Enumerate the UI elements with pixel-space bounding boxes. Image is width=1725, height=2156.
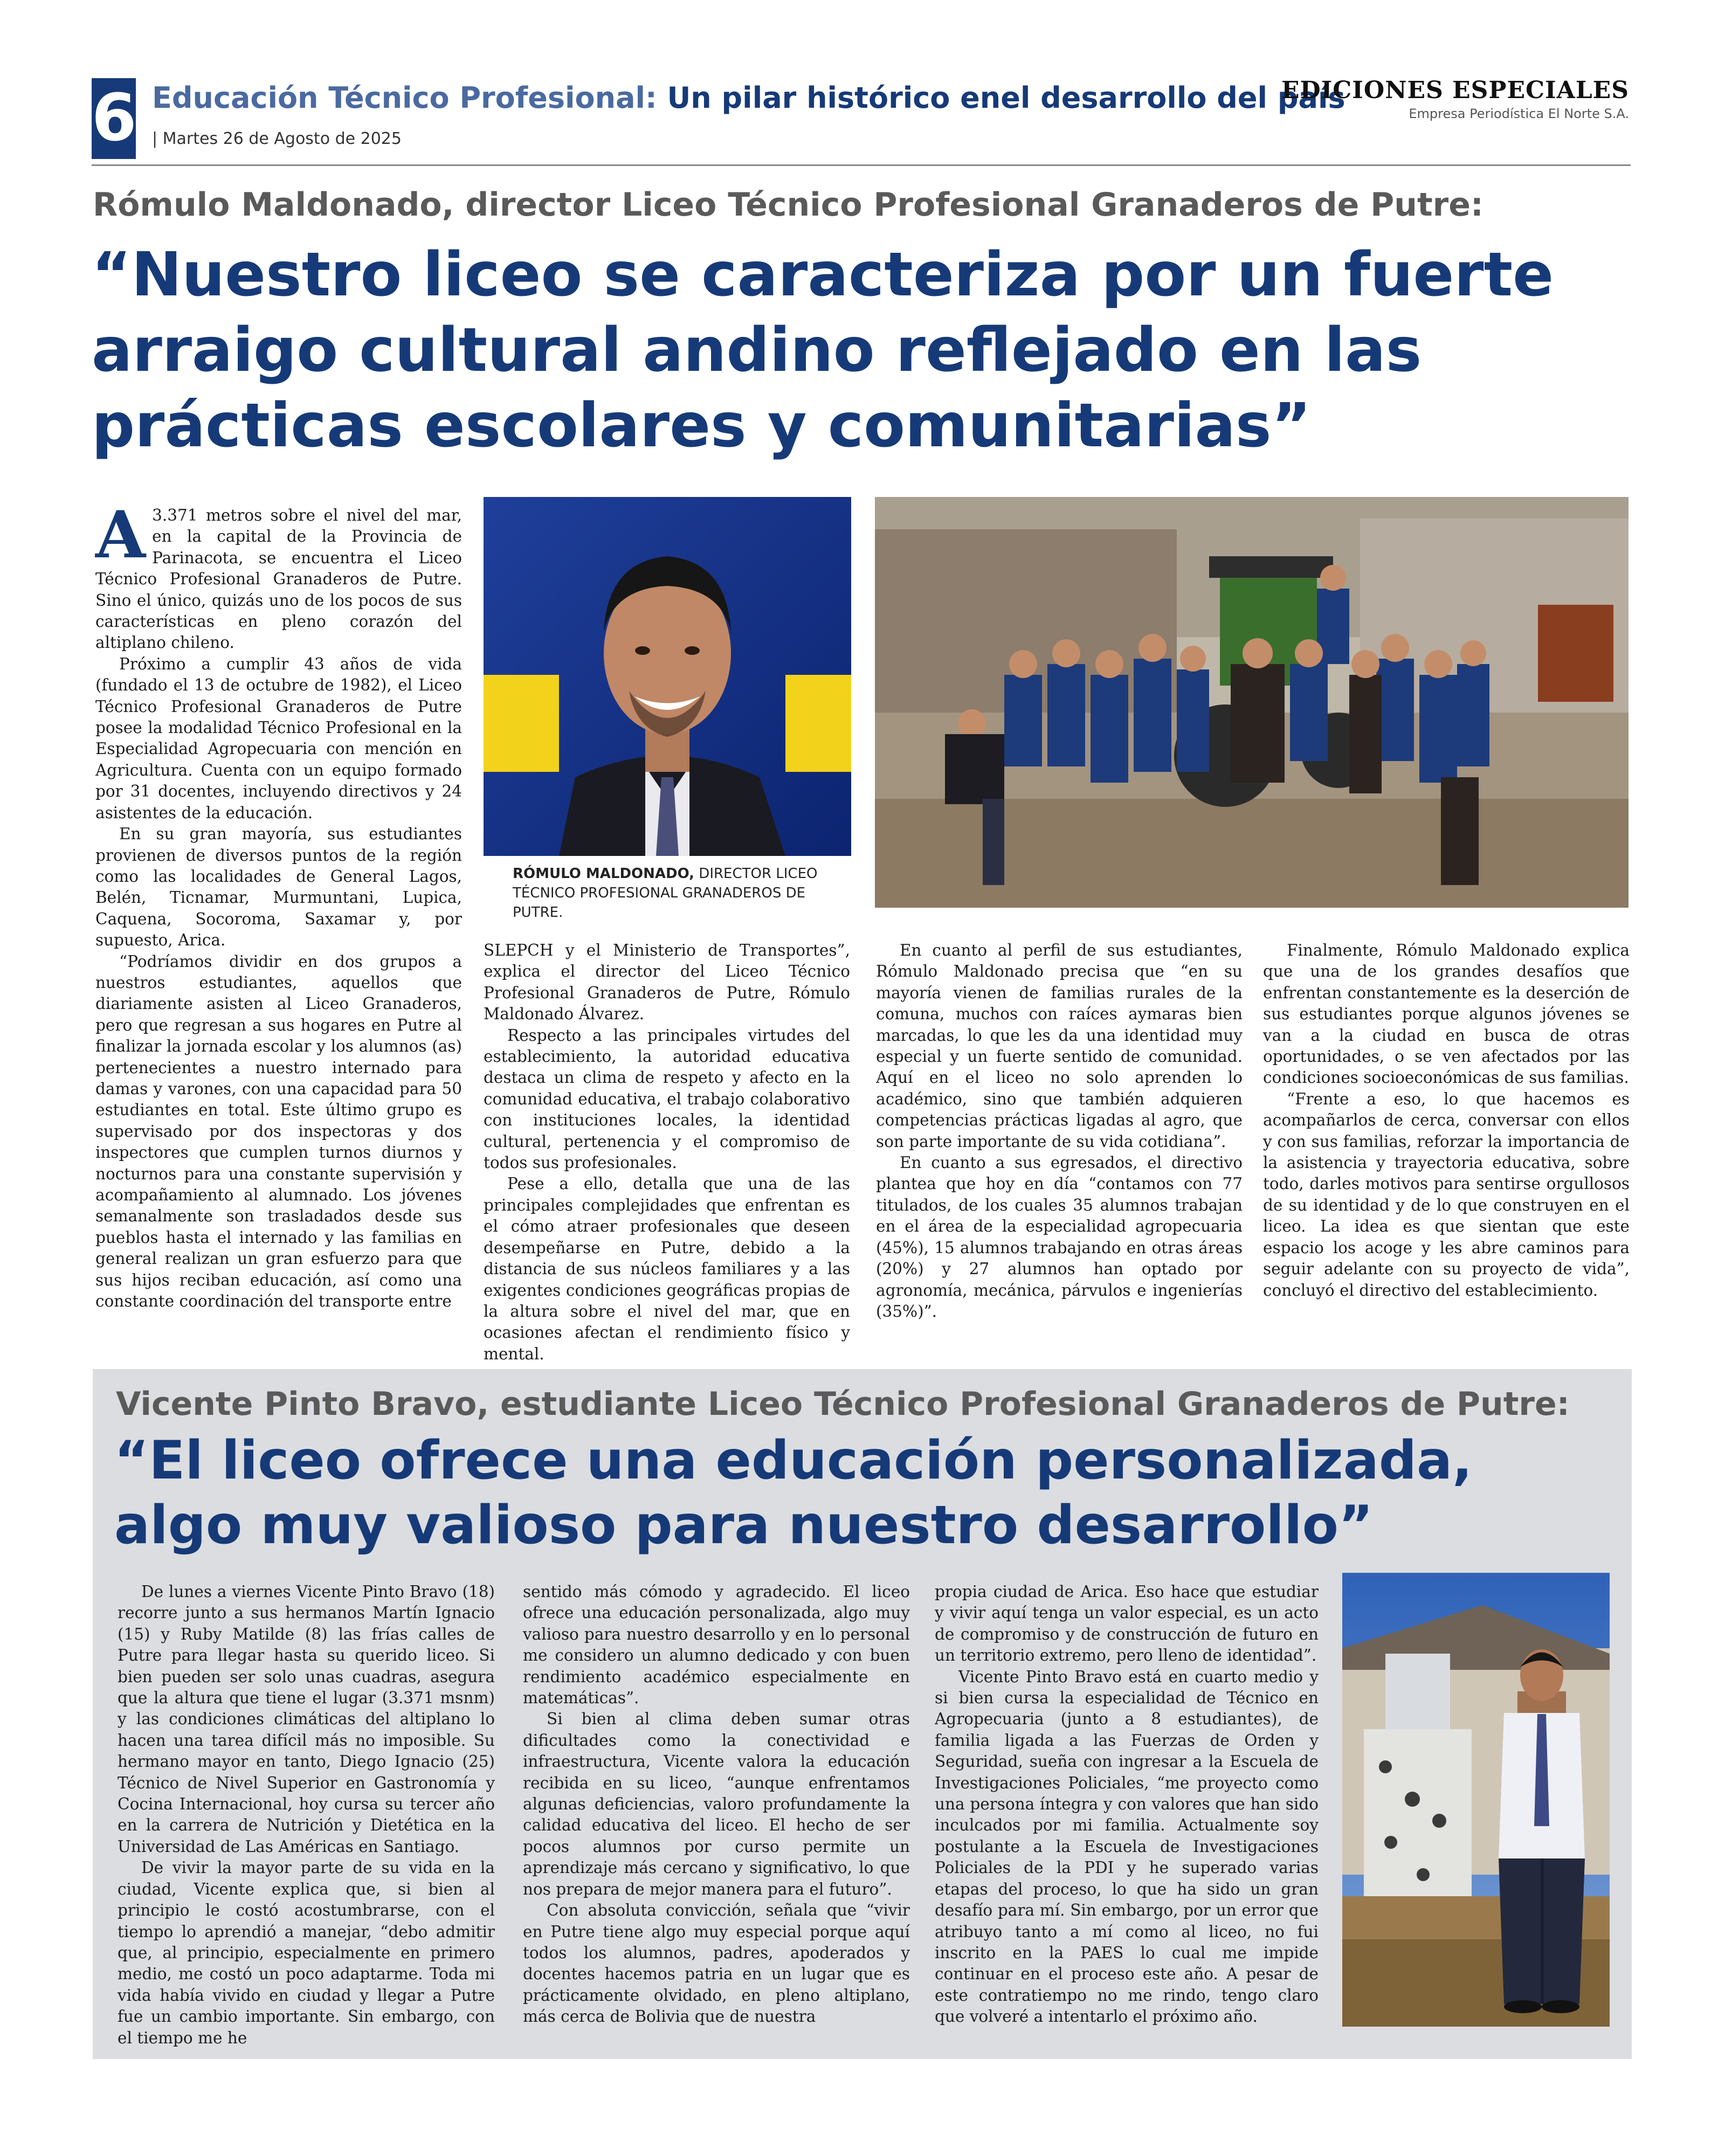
article1-column-4 [1263,940,1630,1301]
section-label: Educación Técnico Profesional: [152,81,657,115]
portrait-caption [513,864,852,922]
article2-kicker: Vicente Pinto Bravo, estudiante Liceo Técnico Profesional Granaderos de Putre: [116,1385,1570,1423]
article1-column-2 [484,940,850,1365]
caption-name: RÓMULO MALDONADO, [513,866,695,882]
student-photo [1342,1573,1610,2027]
article2-col2-p3: Con absoluta convicción, señala que “vivir en Putre tiene algo muy especial porque aquí todos los alumnos, padres, apoderados y docentes hacemos patria en un lugar que es prácticamente olvidado, en pleno altiplano, más cerca de Bolivia que de nuestra [523,1901,910,2026]
article1-col1-p2: Próximo a cumplir 43 años de vida (fundado el 13 de octubre de 1982), el Liceo Técnico Profesional Granaderos de Putre posee la modalidad Técnico Profesional en la Especialidad Agropecuaria con mención en Agricultura. Cuenta con un equipo formado por 31 docentes, incluyendo directivos y 24 asistentes de la educación. [95,654,462,822]
article1-column-3 [876,940,1243,1322]
article1-col1-p3: En su gran mayoría, sus estudiantes provienen de diversos puntos de la región como las localidades de General Lagos, Belén, Ticnamar, Murmuntani, Lupica, Caquena, Socoroma, Saxamar y, por supuesto, Arica. [95,825,462,950]
article1-col3-p1: En cuanto al perfil de sus estudiantes, Rómulo Maldonado precisa que “en su mayoría vienen de familias rurales de la comuna, muchos con raíces aymaras bien marcadas, lo que les da una identidad muy especial y un fuerte sentido de comunidad. Aquí en el liceo no solo aprenden lo académico, sino que también adquieren competencias prácticas ligadas al agro, que son parte importante de su vida cotidiana”. [876,941,1243,1151]
director-portrait-image [484,497,851,856]
issue-date: | Martes 26 de Agosto de 2025 [152,129,402,148]
article1-col4-p2: “Frente a eso, lo que hacemos es acompañarlos de cerca, conversar con ellos y con sus familias, reforzar la importancia de la asistencia y trayectoria educativa, sobre todo, darles motivos para sentirse orgullosos de su identidad y de lo que construyen en el liceo. La idea es que sientan que este espacio los acoge y les abre caminos para seguir adelante con su proyecto de vida”, concluyó el directivo del establecimiento. [1263,1089,1630,1300]
article2-column-3 [935,1581,1319,2028]
students-group-image [875,497,1629,908]
students-group-photo [875,497,1629,908]
section-subtitle: Un pilar histórico enel desarrollo del país [667,81,1346,115]
brand-title: EDICIONES ESPECIALES [1281,77,1629,104]
director-portrait-photo [484,497,851,856]
article2-col1-p2: De vivir la mayor parte de su vida en la ciudad, Vicente explica que, si bien al principio le costó acostumbrarse, con el tiempo lo aprendió a manejar, “debo admitir que, al principio, especialmente en primero medio, me costó un poco adaptarme. Toda mi vida había vivido en ciudad y llegar a Putre fue un cambio importante. Sin embargo, con el tiempo me he [118,1858,495,2047]
page-number: 6 [92,78,136,159]
article2-column-2 [523,1581,910,2028]
article1-col4-p1: Finalmente, Rómulo Maldonado explica que una de los grandes desafíos que enfrentan constantemente es la deserción de sus estudiantes porque algunos jóvenes se van a la ciudad en busca de otras oportunidades, o se ven afectados por las condiciones socioeconómicas de sus familias. [1263,941,1630,1087]
article2-col3-p2: Vicente Pinto Bravo está en cuarto medio y si bien cursa la especialidad de Técnico en Agropecuaria (junto a 8 estudiantes), de familia ligada a las Fuerzas de Orden y Seguridad, sueña con ingresar a la Escuela de Investigaciones Policiales, “me proyecto como una persona íntegra y con valores que han sido inculcados por mi familia. Actualmente soy postulante a la Escuela de Investigaciones Policiales de la PDI y he superado varias etapas del proceso, lo que ha sido un gran desafío para mí. Sin embargo, por un error que atribuyo tanto a mí como al liceo, no fui inscrito en la PAES lo cual me impide continuar en el proceso este año. A pesar de este contratiempo no me rindo, tengo claro que volveré a intentarlo el próximo año. [935,1667,1319,2026]
section-title [152,81,1346,115]
article2-col2-p2: Si bien al clima deben sumar otras dificultades como la conectividad e infraestructura, Vicente valora la educación recibida en su liceo, “aunque enfrentamos algunas deficiencias, valoro profundamente la calidad educativa del liceo. El hecho de ser pocos alumnos por curso permite un aprendizaje más cercano y significativo, lo que nos prepara de mejor manera para el futuro”. [523,1710,910,1898]
article2-col3-p1: propia ciudad de Arica. Eso hace que estudiar y vivir aquí tenga un valor especial, es un acto de compromiso y de construcción de futuro en un territorio extremo, pero lleno de identidad”. [935,1583,1319,1665]
article1-col1-p4: “Podríamos dividir en dos grupos a nuestros estudiantes, aquellos que diariamente asisten al Liceo Granaderos, pero que regresan a sus hogares en Putre al finalizar la jornada escolar y los alumnos (as) pertenecientes a nuestro internado para damas y varones, con una capacidad para 50 estudiantes en total. Este último grupo es supervisado por dos inspectoras y dos inspectores que cumplen turnos diurnos y nocturnos para una constante supervisión y acompañamiento al alumnado. Los jóvenes semanalmente son trasladados desde sus pueblos hasta el internado y las familias en general realizan un gran esfuerzo para que sus hijos reciban educación, así como una constante coordinación del transporte entre [95,952,462,1311]
header-divider [92,164,1631,166]
article2-col2-p1: sentido más cómodo y agradecido. El liceo ofrece una educación personalizada, algo muy valioso para nuestro desarrollo y en lo personal me considero un alumno dedicado y con buen rendimiento académico especialmente en matemáticas”. [523,1583,910,1708]
article1-col2-p3: Pese a ello, detalla que una de las principales complejidades que enfrentan es el cómo atraer profesionales que deseen desempeñarse en Putre, debido a la distancia de sus núcleos familiares y a las exigentes condiciones geográficas propias de la altura sobre el nivel del mar, que en ocasiones afectan el rendimiento físico y mental. [484,1174,850,1363]
caption-role: DIRECTOR LICEO TÉCNICO PROFESIONAL GRANADEROS DE PUTRE. [513,866,818,921]
brand-subtitle: Empresa Periodística El Norte S.A. [1409,106,1629,121]
article1-col1-p1 [95,497,462,654]
student-image [1342,1573,1610,2027]
article1-column-1 [95,497,462,1312]
article1-headline: “Nuestro liceo se caracteriza por un fuerte arraigo cultural andino reflejado en las prácticas escolares y comunitarias” [92,240,1554,461]
article1-kicker: Rómulo Maldonado, director Liceo Técnico Profesional Granaderos de Putre: [93,186,1484,224]
article2-column-1 [118,1581,495,2049]
article1-col3-p2: En cuanto a sus egresados, el directivo plantea que hoy en día “contamos con 77 titulados, de los cuales 35 alumnos trabajan en el área de la especialidad agropecuaria (45%), 15 alumnos trabajando en otras áreas (20%) y 27 alumnos han optado por agronomía, mecánica, párvulos e ingenierías (35%)”. [876,1153,1243,1321]
publisher-brand [1281,77,1629,121]
article1-col1-p1-text: 3.371 metros sobre el nivel del mar, en la capital de la Provincia de Parinacota, se encuentra el Liceo Técnico Profesional Granaderos de Putre. Sino el único, quizás uno de los pocos de sus características en pleno corazón del altiplano chileno. [95,506,462,652]
article1-col2-p1: SLEPCH y el Ministerio de Transportes”, explica el director del Liceo Técnico Profesional Granaderos de Putre, Rómulo Maldonado Álvarez. [484,941,850,1024]
article2-col1-p1: De lunes a viernes Vicente Pinto Bravo (18) recorre junto a sus hermanos Martín Ignacio (15) y Ruby Matilde (8) las frías calles de Putre para llegar hasta su querido liceo. Si bien pueden ser solo unas cuadras, asegura que la altura que tiene el lugar (3.371 msnm) y las condiciones climáticas del altiplano lo hacen una tarea difícil más no imposible. Su hermano mayor en tanto, Diego Ignacio (25) Técnico de Nivel Superior en Gastronomía y Cocina Internacional, hoy cursa su tercer año en la carrera de Nutrición y Dietética en la Universidad de Las Américas en Santiago. [118,1583,495,1856]
article2-headline: “El liceo ofrece una educación personalizada, algo muy valioso para nuestro desarrollo” [114,1430,1473,1556]
article1-col2-p2: Respecto a las principales virtudes del establecimiento, la autoridad educativa destaca un clima de respeto y afecto en la comunidad educativa, el trabajo colaborativo con instituciones locales, la identidad cultural, pertenencia y el compromiso de todos sus profesionales. [484,1026,850,1172]
dropcap: A [95,497,146,573]
